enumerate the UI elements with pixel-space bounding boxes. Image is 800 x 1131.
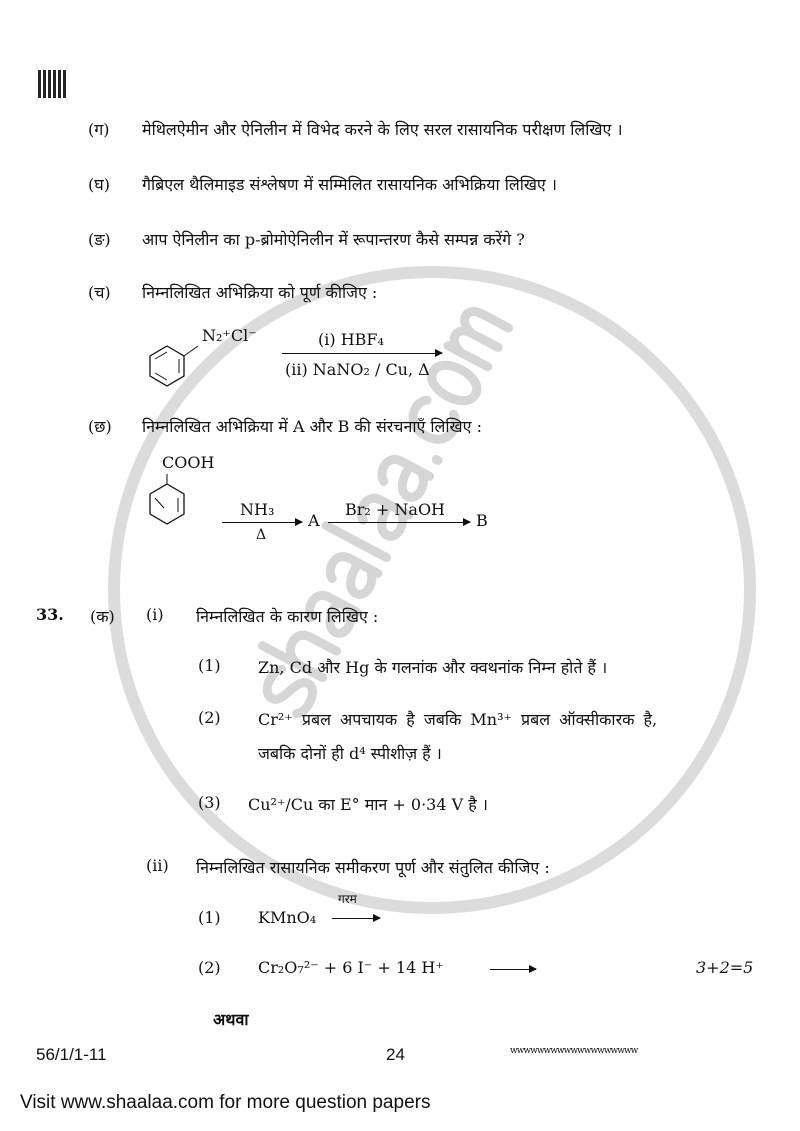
- reaction-arrow: [282, 353, 442, 354]
- item-chh-text: निम्नलिखित अभिक्रिया में A और B की संरचनाएँ लिखिए :: [142, 417, 482, 436]
- watermark-glyph: [325, 552, 378, 598]
- reaction-arrow: [328, 522, 470, 523]
- watermark-glyph: [326, 526, 386, 558]
- sub-ii-text: निम्नलिखित रासायनिक समीकरण पूर्ण और संतुलित कीजिए :: [196, 858, 550, 877]
- question-number: 33.: [36, 605, 64, 624]
- reaction-arrow: [222, 522, 302, 523]
- item-g-label: (ग): [88, 120, 110, 139]
- watermark-glyph: [448, 307, 508, 367]
- reason-text: Zn, Cd और Hg के गलनांक और क्वथनांक निम्न होते हैं ।: [258, 658, 608, 677]
- reason-number: (3): [198, 793, 221, 812]
- reason-text: Cr²⁺ प्रबल अपचायक है जबकि Mn³⁺ प्रबल ऑक्सीकारक है,: [258, 710, 658, 729]
- equation-lhs: KMnO₄: [258, 908, 317, 927]
- squiggle-line: wwwwwwwwwwwwwwwwwww: [510, 1046, 638, 1056]
- reason-number: (2): [198, 708, 221, 727]
- product-a: A: [308, 511, 320, 530]
- equation-number: (2): [198, 958, 221, 977]
- watermark-glyph: [436, 459, 438, 460]
- heat-condition: Δ: [256, 527, 267, 543]
- item-ng-label: (ङ): [88, 230, 111, 249]
- benzene-ring-icon: [140, 340, 200, 390]
- item-ch-label: (च): [88, 283, 111, 302]
- sub-ii-label: (ii): [146, 856, 169, 875]
- reason-text-continued: जबकि दोनों ही d⁴ स्पीशीज़ हैं ।: [258, 744, 442, 763]
- benzene-ring-icon: [140, 474, 200, 534]
- page-number: 24: [386, 1045, 405, 1064]
- site-banner[interactable]: Visit www.shaalaa.com for more question papers: [20, 1092, 431, 1113]
- reagent-nh3: NH₃: [240, 500, 275, 519]
- paper-code: 56/1/1-11: [36, 1045, 107, 1064]
- qr-code-icon: [38, 70, 66, 98]
- item-ng-text: आप ऐनिलीन का p-ब्रोमोऐनिलीन में रूपान्तरण कैसे सम्पन्न करेंगे ?: [142, 230, 525, 249]
- item-g-text: मेथिलऐमीन और ऐनिलीन में विभेद करने के लिए सरल रासायनिक परीक्षण लिखिए ।: [142, 120, 623, 139]
- watermark-glyph: [426, 358, 482, 407]
- item-gh-label: (घ): [88, 175, 110, 194]
- product-b: B: [476, 511, 488, 530]
- watermark-glyph: [377, 455, 430, 501]
- reason-number: (1): [198, 656, 221, 675]
- cooh-substituent: COOH: [162, 453, 215, 472]
- part-label: (क): [90, 607, 115, 626]
- reaction-arrow: [490, 969, 536, 970]
- equation-number: (1): [198, 908, 221, 927]
- reaction-arrow: [332, 918, 380, 919]
- sub-i-text: निम्नलिखित के कारण लिखिए :: [196, 607, 379, 626]
- or-label: अथवा: [213, 1010, 249, 1029]
- equation-lhs: Cr₂O₇²⁻ + 6 I⁻ + 14 H⁺: [258, 958, 444, 977]
- item-ch-text: निम्नलिखित अभिक्रिया को पूर्ण कीजिए :: [142, 283, 378, 302]
- sub-i-label: (i): [146, 605, 164, 624]
- diazonium-substituent: N₂⁺Cl⁻: [202, 326, 257, 345]
- reagent-br2-naoh: Br₂ + NaOH: [345, 500, 446, 519]
- reagent-2: (ii) NaNO₂ / Cu, Δ: [285, 360, 430, 379]
- reason-text: Cu²⁺/Cu का E° मान + 0·34 V है ।: [248, 795, 488, 814]
- marks: 3+2=5: [696, 958, 754, 977]
- equation-condition: गरम: [338, 892, 357, 906]
- reagent-1: (i) HBF₄: [318, 330, 384, 349]
- item-chh-label: (छ): [88, 417, 112, 436]
- item-gh-text: गैब्रिएल थैलिमाइड संश्लेषण में सम्मिलित रासायनिक अभिक्रिया लिखिए ।: [142, 175, 557, 194]
